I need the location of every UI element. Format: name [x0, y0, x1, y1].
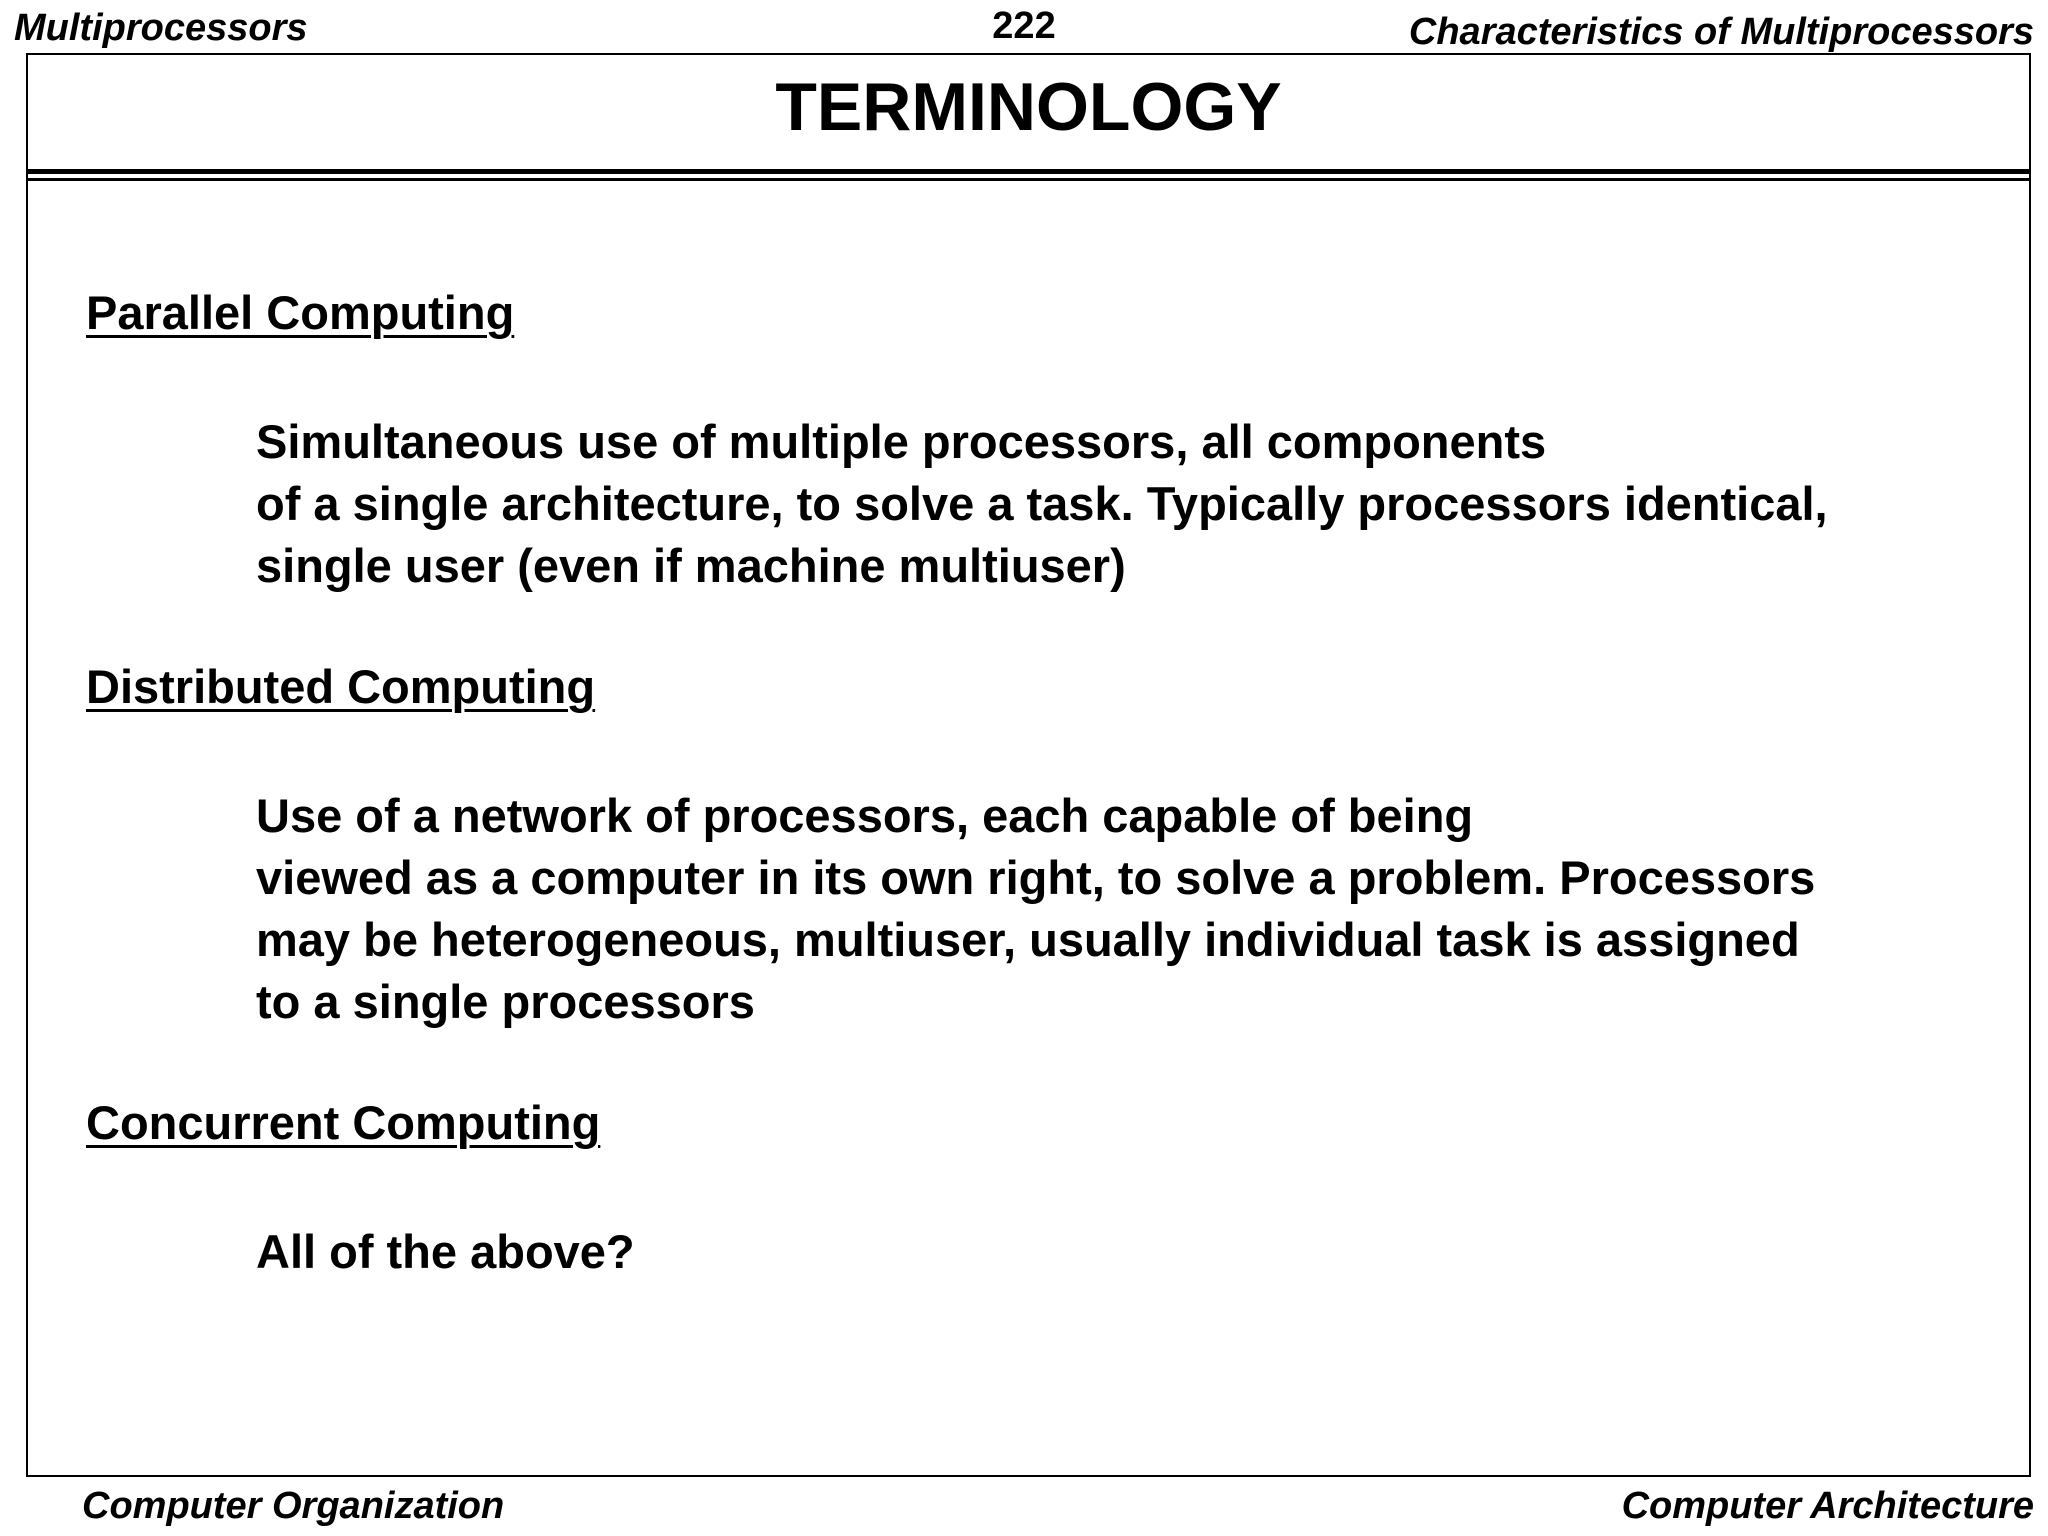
- definition-line: Use of a network of processors, each capable of being: [256, 789, 1474, 842]
- term-concurrent-computing: Concurrent Computing: [86, 1096, 601, 1149]
- definition-distributed-computing: [256, 785, 1815, 1033]
- page-number: 222: [992, 5, 1056, 47]
- header-right: Characteristics of Multiprocessors: [1408, 11, 2034, 53]
- slide-frame: [26, 53, 2031, 1477]
- term-parallel-computing: Parallel Computing: [86, 286, 515, 339]
- title-divider-thick: [28, 169, 2029, 174]
- definition-parallel-computing: [256, 411, 1828, 597]
- definition-line: may be heterogeneous, multiuser, usually individual task is assigned: [256, 913, 1800, 966]
- definition-line: to a single processors: [256, 975, 755, 1028]
- definition-line: Simultaneous use of multiple processors, all components: [256, 415, 1547, 468]
- definition-line: viewed as a computer in its own right, to solve a problem. Processors: [256, 851, 1816, 904]
- definition-line: All of the above?: [256, 1225, 635, 1278]
- slide-title: TERMINOLOGY: [775, 69, 1282, 145]
- definition-concurrent-computing: [256, 1221, 635, 1283]
- footer-left: Computer Organization: [82, 1485, 505, 1527]
- definition-line: of a single architecture, to solve a task. Typically processors identical,: [256, 477, 1828, 530]
- definition-line: single user (even if machine multiuser): [256, 539, 1126, 592]
- footer-right: Computer Architecture: [1621, 1485, 2034, 1527]
- header-left: Multiprocessors: [14, 7, 308, 49]
- term-distributed-computing: Distributed Computing: [86, 660, 596, 713]
- title-divider-thin: [28, 178, 2029, 181]
